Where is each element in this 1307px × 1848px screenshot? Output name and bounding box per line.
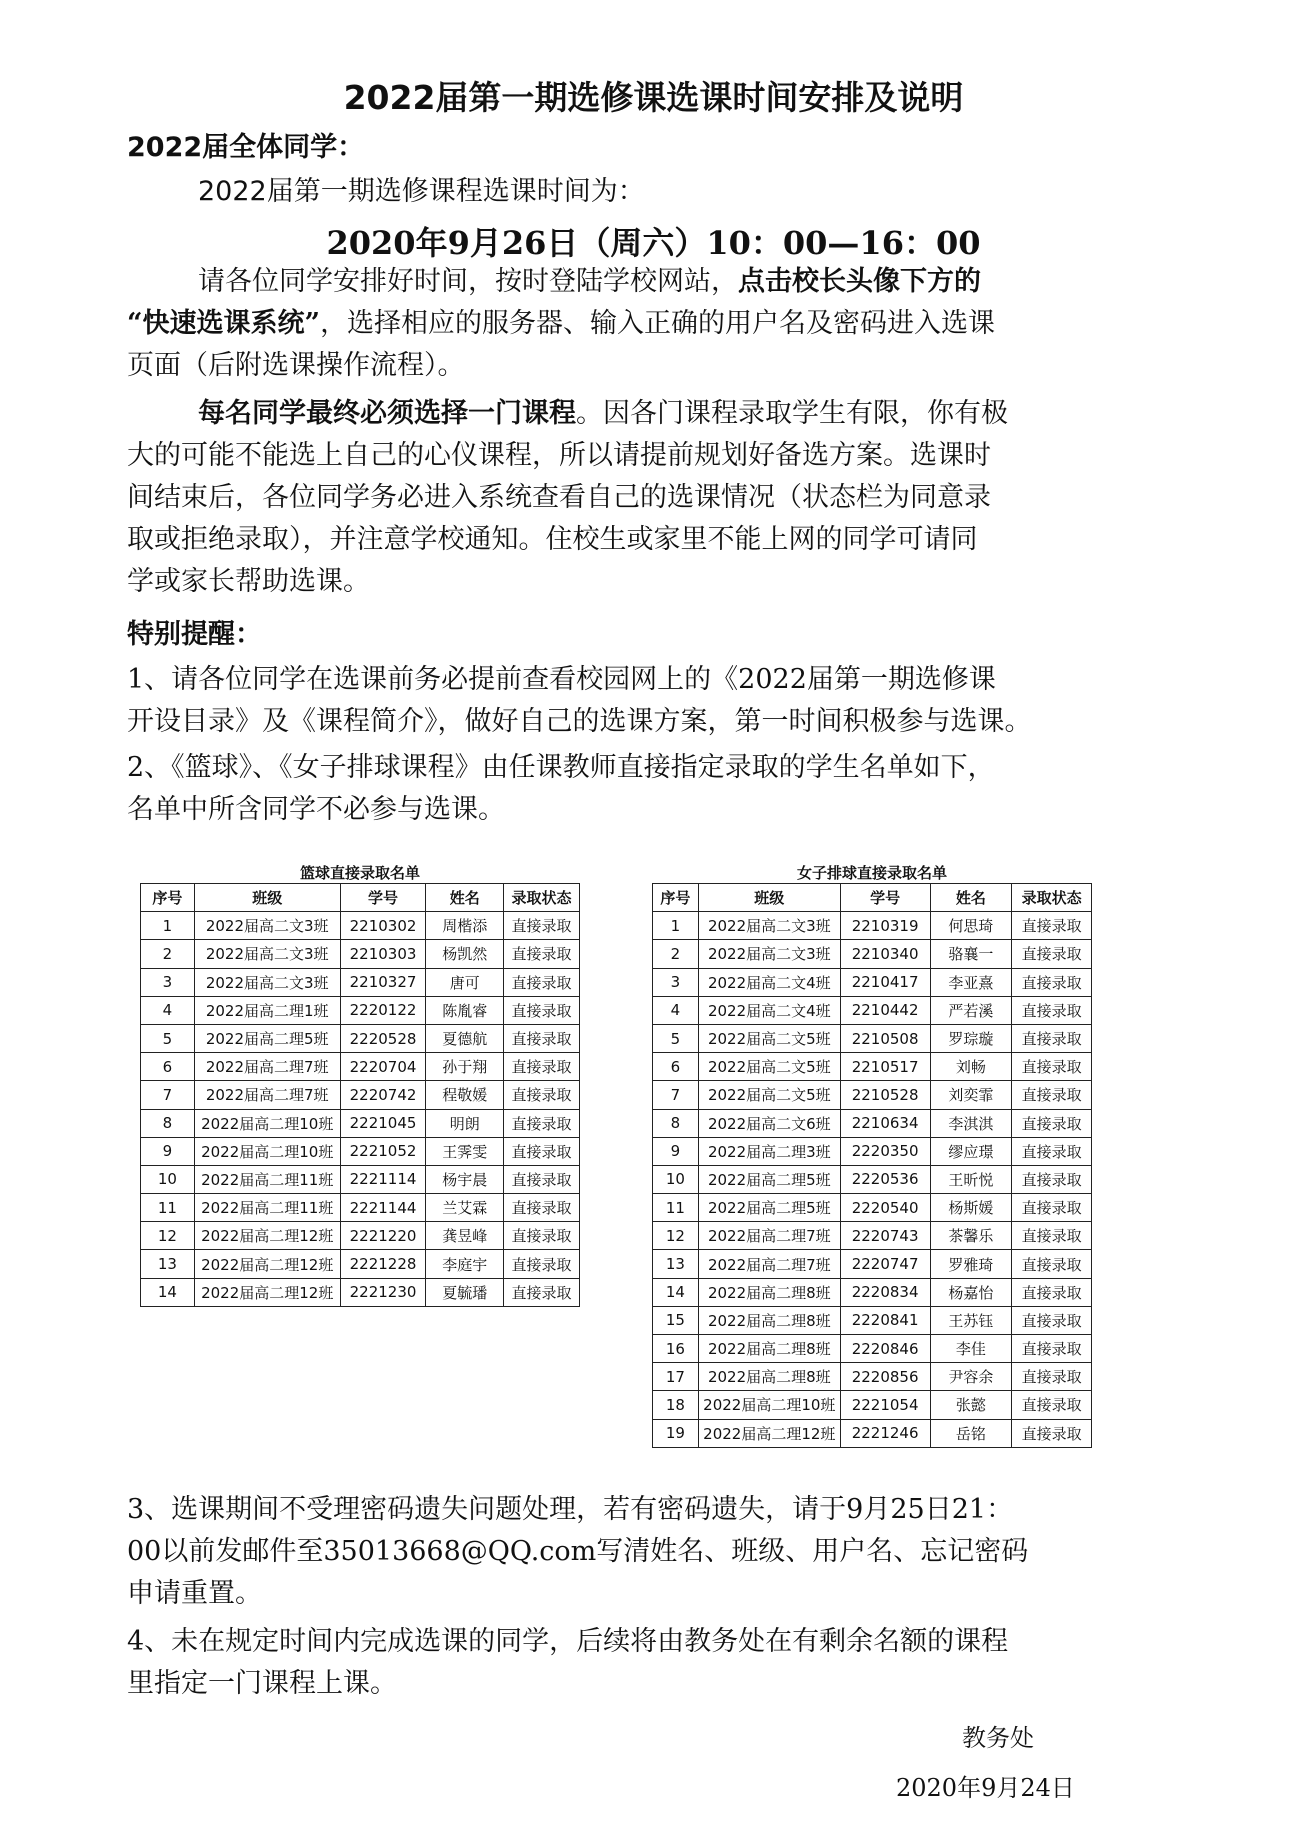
cell-index: 10 bbox=[653, 1165, 699, 1193]
cell-index: 17 bbox=[653, 1363, 699, 1391]
intro-text: 2022届第一期选修课程选课时间为： bbox=[198, 176, 645, 207]
table-row bbox=[653, 1053, 1092, 1081]
cell-student-id: 2221045 bbox=[340, 1109, 426, 1137]
cell-status: 直接录取 bbox=[1012, 912, 1092, 940]
cell-index: 1 bbox=[653, 912, 699, 940]
header-status: 录取状态 bbox=[504, 884, 580, 912]
cell-status: 直接录取 bbox=[504, 1194, 580, 1222]
cell-status: 直接录取 bbox=[504, 1222, 580, 1250]
cell-index: 2 bbox=[141, 940, 195, 968]
cell-student-id: 2220846 bbox=[840, 1335, 930, 1363]
cell-student-id: 2210442 bbox=[840, 996, 930, 1024]
cell-status: 直接录取 bbox=[504, 1024, 580, 1052]
cell-index: 8 bbox=[141, 1109, 195, 1137]
signature-office: 教务处 bbox=[962, 1724, 1034, 1752]
volleyball-table bbox=[652, 883, 1092, 1448]
table-row bbox=[141, 940, 580, 968]
header-name: 姓名 bbox=[930, 884, 1012, 912]
cell-status: 直接录取 bbox=[1012, 1222, 1092, 1250]
table-row bbox=[653, 1306, 1092, 1334]
cell-name: 李佳 bbox=[930, 1335, 1012, 1363]
cell-student-id: 2221114 bbox=[340, 1165, 426, 1193]
para2-line4: 取或拒绝录取），并注意学校通知。住校生或家里不能上网的同学可请同 bbox=[127, 524, 978, 555]
cell-student-id: 2220743 bbox=[840, 1222, 930, 1250]
cell-student-id: 2220350 bbox=[840, 1137, 930, 1165]
cell-class: 2022届高二理12班 bbox=[194, 1222, 340, 1250]
para2-line5: 学或家长帮助选课。 bbox=[127, 566, 370, 597]
cell-class: 2022届高二文4班 bbox=[698, 968, 840, 996]
cell-student-id: 2221052 bbox=[340, 1137, 426, 1165]
reminder-heading: 特别提醒： bbox=[127, 619, 262, 650]
cell-name: 周楷添 bbox=[426, 912, 504, 940]
cell-student-id: 2210528 bbox=[840, 1081, 930, 1109]
cell-index: 13 bbox=[141, 1250, 195, 1278]
para1-line3: 页面（后附选课操作流程）。 bbox=[127, 350, 465, 381]
cell-student-id: 2221054 bbox=[840, 1391, 930, 1419]
item3-line1: 3、选课期间不受理密码遗失问题处理，若有密码遗失，请于9月25日21： bbox=[127, 1494, 1014, 1525]
cell-index: 15 bbox=[653, 1306, 699, 1334]
cell-index: 14 bbox=[653, 1278, 699, 1306]
cell-status: 直接录取 bbox=[1012, 1278, 1092, 1306]
table-row bbox=[141, 1165, 580, 1193]
cell-class: 2022届高二理7班 bbox=[698, 1250, 840, 1278]
cell-class: 2022届高二理10班 bbox=[698, 1391, 840, 1419]
cell-class: 2022届高二文3班 bbox=[194, 912, 340, 940]
cell-name: 王苏钰 bbox=[930, 1306, 1012, 1334]
cell-name: 何思琦 bbox=[930, 912, 1012, 940]
cell-name: 孙于翔 bbox=[426, 1053, 504, 1081]
cell-name: 唐可 bbox=[426, 968, 504, 996]
cell-student-id: 2220841 bbox=[840, 1306, 930, 1334]
item3-line3: 申请重置。 bbox=[127, 1578, 262, 1609]
cell-status: 直接录取 bbox=[1012, 940, 1092, 968]
table-row bbox=[653, 1109, 1092, 1137]
cell-status: 直接录取 bbox=[1012, 1335, 1092, 1363]
cell-index: 7 bbox=[141, 1081, 195, 1109]
basketball-table bbox=[140, 883, 580, 1307]
cell-status: 直接录取 bbox=[1012, 1250, 1092, 1278]
cell-class: 2022届高二理12班 bbox=[194, 1278, 340, 1306]
cell-class: 2022届高二理5班 bbox=[698, 1165, 840, 1193]
basketball-caption: 篮球直接录取名单 bbox=[299, 864, 420, 882]
cell-status: 直接录取 bbox=[504, 1278, 580, 1306]
cell-name: 骆襄一 bbox=[930, 940, 1012, 968]
cell-class: 2022届高二文3班 bbox=[194, 940, 340, 968]
cell-status: 直接录取 bbox=[1012, 1391, 1092, 1419]
cell-student-id: 2220540 bbox=[840, 1194, 930, 1222]
header-index: 序号 bbox=[653, 884, 699, 912]
cell-class: 2022届高二文4班 bbox=[698, 996, 840, 1024]
cell-status: 直接录取 bbox=[1012, 1053, 1092, 1081]
cell-student-id: 2221230 bbox=[340, 1278, 426, 1306]
cell-status: 直接录取 bbox=[504, 1081, 580, 1109]
cell-status: 直接录取 bbox=[1012, 1194, 1092, 1222]
cell-index: 6 bbox=[653, 1053, 699, 1081]
cell-class: 2022届高二理11班 bbox=[194, 1194, 340, 1222]
cell-name: 夏德航 bbox=[426, 1024, 504, 1052]
cell-status: 直接录取 bbox=[1012, 1024, 1092, 1052]
item2-line2: 名单中所含同学不必参与选课。 bbox=[127, 794, 505, 825]
cell-index: 11 bbox=[141, 1194, 195, 1222]
cell-index: 3 bbox=[653, 968, 699, 996]
cell-class: 2022届高二理10班 bbox=[194, 1109, 340, 1137]
cell-index: 8 bbox=[653, 1109, 699, 1137]
table-row bbox=[653, 1391, 1092, 1419]
cell-name: 严若溪 bbox=[930, 996, 1012, 1024]
item4-line1: 4、未在规定时间内完成选课的同学，后续将由教务处在有剩余名额的课程 bbox=[127, 1626, 1009, 1657]
cell-name: 杨斯媛 bbox=[930, 1194, 1012, 1222]
table-row bbox=[141, 1278, 580, 1306]
cell-name: 程敬媛 bbox=[426, 1081, 504, 1109]
cell-status: 直接录取 bbox=[504, 1250, 580, 1278]
signature-date: 2020年9月24日 bbox=[896, 1774, 1075, 1802]
cell-status: 直接录取 bbox=[504, 1109, 580, 1137]
cell-name: 杨凯然 bbox=[426, 940, 504, 968]
cell-student-id: 2221228 bbox=[340, 1250, 426, 1278]
item4-line2: 里指定一门课程上课。 bbox=[127, 1668, 397, 1699]
table-row bbox=[653, 940, 1092, 968]
cell-index: 12 bbox=[141, 1222, 195, 1250]
cell-index: 1 bbox=[141, 912, 195, 940]
table-row bbox=[141, 1109, 580, 1137]
cell-status: 直接录取 bbox=[1012, 1165, 1092, 1193]
cell-status: 直接录取 bbox=[1012, 1306, 1092, 1334]
cell-class: 2022届高二文3班 bbox=[698, 940, 840, 968]
cell-class: 2022届高二理1班 bbox=[194, 996, 340, 1024]
cell-name: 王霁雯 bbox=[426, 1137, 504, 1165]
cell-index: 19 bbox=[653, 1419, 699, 1447]
cell-class: 2022届高二理7班 bbox=[698, 1222, 840, 1250]
cell-student-id: 2210508 bbox=[840, 1024, 930, 1052]
cell-student-id: 2221144 bbox=[340, 1194, 426, 1222]
table-row bbox=[141, 996, 580, 1024]
cell-index: 4 bbox=[653, 996, 699, 1024]
cell-class: 2022届高二理7班 bbox=[194, 1053, 340, 1081]
cell-class: 2022届高二理3班 bbox=[698, 1137, 840, 1165]
cell-student-id: 2220536 bbox=[840, 1165, 930, 1193]
cell-index: 6 bbox=[141, 1053, 195, 1081]
cell-index: 16 bbox=[653, 1335, 699, 1363]
table-row bbox=[653, 1363, 1092, 1391]
para2-line2: 大的可能不能选上自己的心仪课程，所以请提前规划好备选方案。选课时 bbox=[127, 440, 991, 471]
cell-name: 杨宇晨 bbox=[426, 1165, 504, 1193]
cell-name: 缪应璟 bbox=[930, 1137, 1012, 1165]
cell-class: 2022届高二文5班 bbox=[698, 1081, 840, 1109]
header-class: 班级 bbox=[698, 884, 840, 912]
cell-student-id: 2220742 bbox=[340, 1081, 426, 1109]
table-row bbox=[141, 1081, 580, 1109]
para1-text: 请各位同学安排好时间，按时登陆学校网站， bbox=[198, 266, 738, 297]
cell-class: 2022届高二理7班 bbox=[194, 1081, 340, 1109]
cell-status: 直接录取 bbox=[1012, 1137, 1092, 1165]
cell-name: 明朗 bbox=[426, 1109, 504, 1137]
cell-student-id: 2220747 bbox=[840, 1250, 930, 1278]
cell-class: 2022届高二理12班 bbox=[194, 1250, 340, 1278]
cell-student-id: 2220856 bbox=[840, 1363, 930, 1391]
cell-name: 岳铭 bbox=[930, 1419, 1012, 1447]
cell-class: 2022届高二理5班 bbox=[194, 1024, 340, 1052]
cell-status: 直接录取 bbox=[504, 968, 580, 996]
cell-class: 2022届高二文3班 bbox=[698, 912, 840, 940]
cell-index: 13 bbox=[653, 1250, 699, 1278]
cell-index: 4 bbox=[141, 996, 195, 1024]
table-row bbox=[653, 1137, 1092, 1165]
para1-line2 bbox=[127, 304, 995, 344]
cell-status: 直接录取 bbox=[1012, 968, 1092, 996]
cell-status: 直接录取 bbox=[1012, 1419, 1092, 1447]
cell-index: 14 bbox=[141, 1278, 195, 1306]
table-row bbox=[141, 1024, 580, 1052]
header-student-id: 学号 bbox=[840, 884, 930, 912]
cell-class: 2022届高二文6班 bbox=[698, 1109, 840, 1137]
cell-name: 龚昱峰 bbox=[426, 1222, 504, 1250]
para1-text: ，选择相应的服务器、输入正确的用户名及密码进入选课 bbox=[320, 308, 996, 339]
table-row bbox=[653, 1222, 1092, 1250]
cell-student-id: 2220704 bbox=[340, 1053, 426, 1081]
cell-student-id: 2210517 bbox=[840, 1053, 930, 1081]
header-name: 姓名 bbox=[426, 884, 504, 912]
cell-student-id: 2221246 bbox=[840, 1419, 930, 1447]
cell-class: 2022届高二理12班 bbox=[698, 1419, 840, 1447]
table-row bbox=[141, 968, 580, 996]
table-row bbox=[141, 1250, 580, 1278]
cell-index: 11 bbox=[653, 1194, 699, 1222]
cell-name: 尹容余 bbox=[930, 1363, 1012, 1391]
cell-status: 直接录取 bbox=[504, 940, 580, 968]
cell-name: 陈胤睿 bbox=[426, 996, 504, 1024]
cell-student-id: 2220122 bbox=[340, 996, 426, 1024]
cell-status: 直接录取 bbox=[1012, 1363, 1092, 1391]
cell-name: 张懿 bbox=[930, 1391, 1012, 1419]
cell-index: 9 bbox=[653, 1137, 699, 1165]
table-row bbox=[141, 1053, 580, 1081]
cell-status: 直接录取 bbox=[1012, 1081, 1092, 1109]
para2-line1 bbox=[198, 394, 1008, 434]
cell-class: 2022届高二理11班 bbox=[194, 1165, 340, 1193]
cell-class: 2022届高二理8班 bbox=[698, 1278, 840, 1306]
greeting: 2022届全体同学： bbox=[127, 132, 365, 163]
table-row bbox=[653, 1250, 1092, 1278]
cell-student-id: 2221220 bbox=[340, 1222, 426, 1250]
cell-class: 2022届高二理8班 bbox=[698, 1335, 840, 1363]
table-row bbox=[653, 996, 1092, 1024]
cell-class: 2022届高二文5班 bbox=[698, 1053, 840, 1081]
cell-class: 2022届高二理8班 bbox=[698, 1363, 840, 1391]
para2-text: 。因各门课程录取学生有限，你有极 bbox=[576, 398, 1008, 429]
table-row bbox=[141, 1194, 580, 1222]
cell-index: 10 bbox=[141, 1165, 195, 1193]
cell-status: 直接录取 bbox=[1012, 1109, 1092, 1137]
para2-line3: 间结束后，各位同学务必进入系统查看自己的选课情况（状态栏为同意录 bbox=[127, 482, 991, 513]
cell-student-id: 2210634 bbox=[840, 1109, 930, 1137]
table-row bbox=[653, 1081, 1092, 1109]
page-title: 2022届第一期选修课选课时间安排及说明 bbox=[343, 78, 964, 117]
cell-index: 12 bbox=[653, 1222, 699, 1250]
header-index: 序号 bbox=[141, 884, 195, 912]
cell-name: 兰艾霖 bbox=[426, 1194, 504, 1222]
cell-status: 直接录取 bbox=[504, 996, 580, 1024]
table-row bbox=[653, 1335, 1092, 1363]
cell-student-id: 2220528 bbox=[340, 1024, 426, 1052]
table-row bbox=[653, 1194, 1092, 1222]
cell-student-id: 2210302 bbox=[340, 912, 426, 940]
cell-student-id: 2210327 bbox=[340, 968, 426, 996]
table-row bbox=[141, 912, 580, 940]
cell-name: 罗琮璇 bbox=[930, 1024, 1012, 1052]
cell-index: 5 bbox=[141, 1024, 195, 1052]
cell-index: 9 bbox=[141, 1137, 195, 1165]
cell-class: 2022届高二理8班 bbox=[698, 1306, 840, 1334]
cell-name: 刘奕霏 bbox=[930, 1081, 1012, 1109]
cell-class: 2022届高二文5班 bbox=[698, 1024, 840, 1052]
item1-line1: 1、请各位同学在选课前务必提前查看校园网上的《2022届第一期选修课 bbox=[127, 664, 996, 695]
cell-index: 7 bbox=[653, 1081, 699, 1109]
cell-name: 杨嘉怡 bbox=[930, 1278, 1012, 1306]
cell-status: 直接录取 bbox=[504, 1165, 580, 1193]
cell-student-id: 2220834 bbox=[840, 1278, 930, 1306]
table-row bbox=[141, 1137, 580, 1165]
table-row bbox=[653, 1165, 1092, 1193]
cell-name: 王昕悦 bbox=[930, 1165, 1012, 1193]
cell-status: 直接录取 bbox=[504, 912, 580, 940]
cell-class: 2022届高二文3班 bbox=[194, 968, 340, 996]
cell-status: 直接录取 bbox=[504, 1137, 580, 1165]
table-row bbox=[653, 1419, 1092, 1447]
cell-name: 夏毓璠 bbox=[426, 1278, 504, 1306]
table-row bbox=[653, 968, 1092, 996]
cell-student-id: 2210319 bbox=[840, 912, 930, 940]
cell-index: 18 bbox=[653, 1391, 699, 1419]
cell-index: 2 bbox=[653, 940, 699, 968]
cell-name: 李淇淇 bbox=[930, 1109, 1012, 1137]
volleyball-caption: 女子排球直接录取名单 bbox=[796, 864, 947, 882]
cell-class: 2022届高二理5班 bbox=[698, 1194, 840, 1222]
header-status: 录取状态 bbox=[1012, 884, 1092, 912]
cell-status: 直接录取 bbox=[504, 1053, 580, 1081]
selection-time: 2020年9月26日（周六）10：00—16：00 bbox=[326, 224, 981, 262]
para2-emphasis: 每名同学最终必须选择一门课程 bbox=[198, 398, 576, 429]
cell-name: 刘畅 bbox=[930, 1053, 1012, 1081]
cell-name: 李亚熹 bbox=[930, 968, 1012, 996]
cell-name: 茶馨乐 bbox=[930, 1222, 1012, 1250]
item2-line1: 2、《篮球》、《女子排球课程》由任课教师直接指定录取的学生名单如下， bbox=[127, 752, 995, 783]
cell-student-id: 2210303 bbox=[340, 940, 426, 968]
cell-name: 李庭宇 bbox=[426, 1250, 504, 1278]
table-row bbox=[653, 1278, 1092, 1306]
para1-line1 bbox=[198, 262, 981, 302]
quick-selection-system: “快速选课系统” bbox=[127, 308, 321, 339]
table-header-row bbox=[141, 884, 580, 912]
cell-status: 直接录取 bbox=[1012, 996, 1092, 1024]
table-header-row bbox=[653, 884, 1092, 912]
table-row bbox=[653, 1024, 1092, 1052]
table-row bbox=[141, 1222, 580, 1250]
cell-index: 3 bbox=[141, 968, 195, 996]
table-row bbox=[653, 912, 1092, 940]
cell-index: 5 bbox=[653, 1024, 699, 1052]
cell-student-id: 2210417 bbox=[840, 968, 930, 996]
item3-line2: 00以前发邮件至35013668@QQ.com写清姓名、班级、用户名、忘记密码 bbox=[127, 1536, 1029, 1567]
cell-student-id: 2210340 bbox=[840, 940, 930, 968]
cell-class: 2022届高二理10班 bbox=[194, 1137, 340, 1165]
para1-emphasis: 点击校长头像下方的 bbox=[738, 266, 981, 297]
header-class: 班级 bbox=[194, 884, 340, 912]
header-student-id: 学号 bbox=[340, 884, 426, 912]
item1-line2: 开设目录》及《课程简介》，做好自己的选课方案，第一时间积极参与选课。 bbox=[127, 706, 1032, 737]
cell-name: 罗雅琦 bbox=[930, 1250, 1012, 1278]
